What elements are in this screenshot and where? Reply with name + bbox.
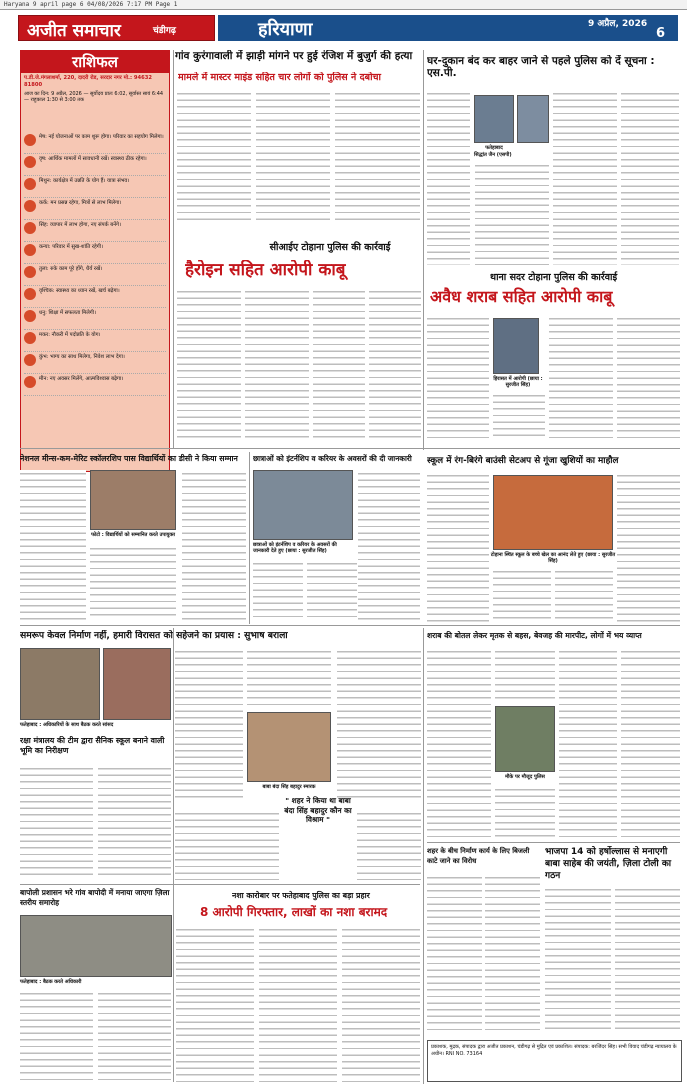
story6-headline: छात्राओं को इंटर्नशिप व करियर के अवसरों की दी जानकारी xyxy=(253,454,412,463)
story8-col3 xyxy=(337,648,421,803)
story12-col1 xyxy=(20,990,93,1082)
story8-headline: समरूप केवल निर्माण नहीं, हमारी विरासत को सहेजने का प्रयास : सुभाष बराला xyxy=(20,630,288,641)
story11-col1 xyxy=(175,810,279,880)
story10-col1 xyxy=(20,765,93,880)
story13-headline: 8 आरोपी गिरफ्तार, लाखों का नशा बरामद xyxy=(200,905,388,919)
story15-col1 xyxy=(545,886,611,1034)
sp-photo xyxy=(474,95,514,143)
story5-headline: नेशनल मीन्स-कम-मेरिट स्कॉलरशिप पास विद्यार्थियों का डीसी ने किया सम्मान xyxy=(20,454,238,463)
rashi-text: मकर: नौकरी में पदोन्नति के योग। xyxy=(39,332,101,338)
story7-photo xyxy=(493,475,613,550)
story12-col2 xyxy=(98,990,171,1082)
story9-photo xyxy=(495,706,555,772)
masthead xyxy=(18,15,678,43)
story8-photo xyxy=(20,648,100,720)
issue-date: 9 अप्रैल, 2026 xyxy=(588,19,648,29)
story7-col2 xyxy=(493,568,551,622)
rashi-text: मीन: नए अवसर मिलेंगे, आत्मविश्वास बढ़ेगा। xyxy=(39,376,124,382)
story3-col4 xyxy=(369,288,421,438)
story3-col3 xyxy=(313,288,365,438)
story14-headline: शहर के बीच निर्माण कार्य के लिए बिजली काटे जाने का विरोध xyxy=(427,847,530,865)
paper-name: अजीत समाचार xyxy=(27,21,121,41)
story4-kicker: थाना सदर टोहाना पुलिस की कार्रवाई xyxy=(490,272,618,283)
story9-col5 xyxy=(621,648,680,838)
story4-col3 xyxy=(549,315,613,440)
story12-photo xyxy=(20,915,172,977)
story1-col1 xyxy=(177,90,251,220)
rashi-item xyxy=(24,198,166,220)
story5-photo xyxy=(90,470,176,530)
zodiac-icon xyxy=(24,222,36,234)
story9-col4 xyxy=(559,648,617,838)
story13-kicker: नशा कारोबार पर फतेहाबाद पुलिस का बड़ा प्रहार xyxy=(232,891,370,900)
story6-col2 xyxy=(307,560,357,620)
rashi-item xyxy=(24,132,166,154)
rashi-text: कन्या: परिवार में सुख-शांति रहेगी। xyxy=(39,244,103,250)
paper-logo xyxy=(18,15,215,41)
rashi-text: धनु: शिक्षा में सफलता मिलेगी। xyxy=(39,310,96,316)
story1-col3 xyxy=(335,90,420,220)
rashifal-list xyxy=(21,132,169,396)
section-banner xyxy=(218,15,678,41)
story2-col1 xyxy=(427,90,470,265)
zodiac-icon xyxy=(24,332,36,344)
story14-col1 xyxy=(427,874,482,1034)
rashi-item xyxy=(24,330,166,352)
page-number: 6 xyxy=(656,26,666,41)
story5-caption: फोटो : विद्यार्थियों को सम्मानित करते उपायुक्त xyxy=(91,532,175,538)
sp-caption-2: सिद्धांत जैन (एसपी) xyxy=(474,152,512,158)
story9-col3 xyxy=(495,786,555,838)
story11-pull-quote: " शहर ने किया था बाबा बंदा सिंह बहादुर कौन का विश्राम " xyxy=(284,796,352,824)
zodiac-icon xyxy=(24,266,36,278)
story4-headline: अवैध शराब सहित आरोपी काबू xyxy=(430,287,613,306)
story12-caption: फतेहाबाद : बैठक करते अधिकारी xyxy=(20,979,82,985)
story1-subhead: मामले में मास्टर माइंड सहित चार लोगों को पुलिस ने दबोचा xyxy=(178,72,382,83)
story2-headline: घर-दुकान बंद कर बाहर जाने से पहले पुलिस को दें सूचना : एस.पी. xyxy=(427,55,655,79)
story1-col2 xyxy=(256,90,330,220)
story15-headline: भाजपा 14 को हर्षोल्लास से मनाएगी बाबा साहेब की जयंती, ज़िला टोली का गठन xyxy=(545,847,672,881)
rashi-text: सिंह: व्यापार में लाभ होगा, नए संपर्क बनेंगे। xyxy=(39,222,121,228)
story6-photo xyxy=(253,470,353,540)
zodiac-icon xyxy=(24,134,36,146)
rashi-text: वृश्चिक: स्वास्थ्य का ध्यान रखें, खर्च बढ़ेगा। xyxy=(39,288,120,294)
story9-headline: शराब की बोतल लेकर मृतक से बहस, बेवजह की मारपीट, लोगों में भय व्याप्त xyxy=(427,631,642,640)
rashi-item xyxy=(24,176,166,198)
story13-col2 xyxy=(259,926,337,1082)
story13-col3 xyxy=(342,926,420,1082)
story8-photo-2 xyxy=(103,648,171,720)
story2-col3 xyxy=(553,90,617,265)
story9-col1 xyxy=(427,648,491,838)
rashi-text: मिथुन: कार्यक्षेत्र में उन्नति के योग हैं। यात्रा संभव। xyxy=(39,178,130,184)
story3-col1 xyxy=(177,288,241,438)
story2-col4 xyxy=(621,90,679,265)
story3-col2 xyxy=(245,288,309,438)
story12-headline: बापोली प्रशासन भरे गांव बापोदी में मनाया जाएगा ज़िला स्तरीय समारोह xyxy=(20,888,170,907)
rashi-item xyxy=(24,286,166,308)
imprint-text: प्रकाशक, मुद्रक, संपादक द्वारा अजीत प्रकाशन, चंडीगढ़ से मुद्रित एवं प्रकाशित। संपादक: बरजिंदर सिंह। सभी विवाद चंडीगढ़ न्यायालय के अधीन। RNI NO. 73164 xyxy=(431,1044,677,1057)
story5-col1 xyxy=(20,470,86,620)
story4-col2 xyxy=(493,392,545,440)
story15-col2 xyxy=(615,886,680,1034)
story6-col3 xyxy=(358,470,420,620)
rashi-text: वृष: आर्थिक मामलों में सावधानी रखें। स्वास्थ्य ठीक रहेगा। xyxy=(39,156,147,162)
story3-kicker: सीआईए टोहाना पुलिस की कार्रवाई xyxy=(269,242,391,253)
police-photo xyxy=(517,95,549,143)
story8-col2 xyxy=(247,648,331,708)
rashi-text: कुंभ: भाग्य का साथ मिलेगा, निवेश लाभ देगा। xyxy=(39,354,125,360)
rashi-item xyxy=(24,374,166,396)
story2-col2 xyxy=(475,162,549,265)
rashi-item xyxy=(24,220,166,242)
story10-headline: रक्षा मंत्रालय की टीम द्वारा सैनिक स्कूल बनाने वाली भूमि का निरीक्षण xyxy=(20,736,165,755)
story3-headline: हैरोइन सहित आरोपी काबू xyxy=(185,260,346,280)
rashi-item xyxy=(24,308,166,330)
story13-col1 xyxy=(176,926,254,1082)
story7-headline: स्कूल में रंग-बिरंगे बाउंसी सेटअप से गूंजा खुशियों का माहौल xyxy=(427,456,619,466)
rashifal-title: राशिफल xyxy=(21,51,169,73)
sp-caption-1: फतेहाबाद xyxy=(485,145,503,151)
story11-col2 xyxy=(357,810,421,880)
rashi-text: तुला: रुके काम पूरे होंगे, धैर्य रखें। xyxy=(39,266,103,272)
story8-col1 xyxy=(175,648,243,803)
story9-col2 xyxy=(495,648,555,703)
rashifal-box xyxy=(20,50,170,472)
story7-col1 xyxy=(427,472,489,622)
story9-caption: मौके पर मौजूद पुलिस xyxy=(505,774,545,780)
story7-col4 xyxy=(617,472,680,622)
story4-photo xyxy=(493,318,539,374)
story4-col1 xyxy=(427,315,489,440)
rashi-item xyxy=(24,352,166,374)
story11-caption: बाबा बंदा सिंह बहादुर स्मारक xyxy=(262,784,316,790)
story7-col3 xyxy=(555,568,613,622)
zodiac-icon xyxy=(24,244,36,256)
story11-photo xyxy=(247,712,331,782)
story7-caption: टोहाना स्थित स्कूल के बच्चे खेल का आनंद लेते हुए (छाया : सुरजीत सिंह) xyxy=(490,552,616,564)
section-title: हरियाणा xyxy=(258,19,313,40)
story14-col2 xyxy=(485,874,540,1034)
zodiac-icon xyxy=(24,200,36,212)
rashifal-byline: प.डी.जे.मंगलाशर्मा, 220, दादरी रोड, सरदार नगर मो.: 94632 81800 xyxy=(24,75,152,88)
zodiac-icon xyxy=(24,354,36,366)
rashi-item xyxy=(24,154,166,176)
story5-col2 xyxy=(90,545,176,620)
imprint-box xyxy=(427,1040,682,1082)
rashi-item xyxy=(24,242,166,264)
zodiac-icon xyxy=(24,156,36,168)
zodiac-icon xyxy=(24,178,36,190)
rashi-text: कर्क: मन प्रसन्न रहेगा, मित्रों से लाभ मिलेगा। xyxy=(39,200,122,206)
zodiac-icon xyxy=(24,376,36,388)
story5-col3 xyxy=(182,470,246,620)
zodiac-icon xyxy=(24,288,36,300)
story1-headline: गांव कुरंगावाली में झाड़ी मांगने पर हुई रंजिश में बुजुर्ग की हत्या xyxy=(175,50,413,62)
story4-caption: हिरासत में आरोपी (छाया : सुरजीत सिंह) xyxy=(493,376,543,388)
story8-caption: फतेहाबाद : अधिकारियों के साथ बैठक करते सांसद xyxy=(20,722,114,728)
rashi-text: मेष: नई योजनाओं पर काम शुरू होगा। परिवार का सहयोग मिलेगा। xyxy=(39,134,164,140)
story10-col2 xyxy=(98,765,171,880)
story6-caption: छात्राओं को इंटर्नशिप व करियर के अवसरों की जानकारी देते हुए (छाया : सुरजीत सिंह) xyxy=(253,542,337,554)
edition-name: चंडीगढ़ xyxy=(153,26,176,36)
story6-col1 xyxy=(253,560,303,620)
rashi-item xyxy=(24,264,166,286)
rashifal-intro: आज का दिन: 9 अप्रैल, 2026 — सूर्योदय प्रातः 6:02, सूर्यास्त सायं 6:44 — राहुकाल 1:30 से 3:00 तक xyxy=(24,91,164,104)
print-slug: Haryana 9 april page 6 04/08/2026 7:17 PM Page 1 xyxy=(4,1,178,8)
story4-col4 xyxy=(617,315,680,440)
zodiac-icon xyxy=(24,310,36,322)
